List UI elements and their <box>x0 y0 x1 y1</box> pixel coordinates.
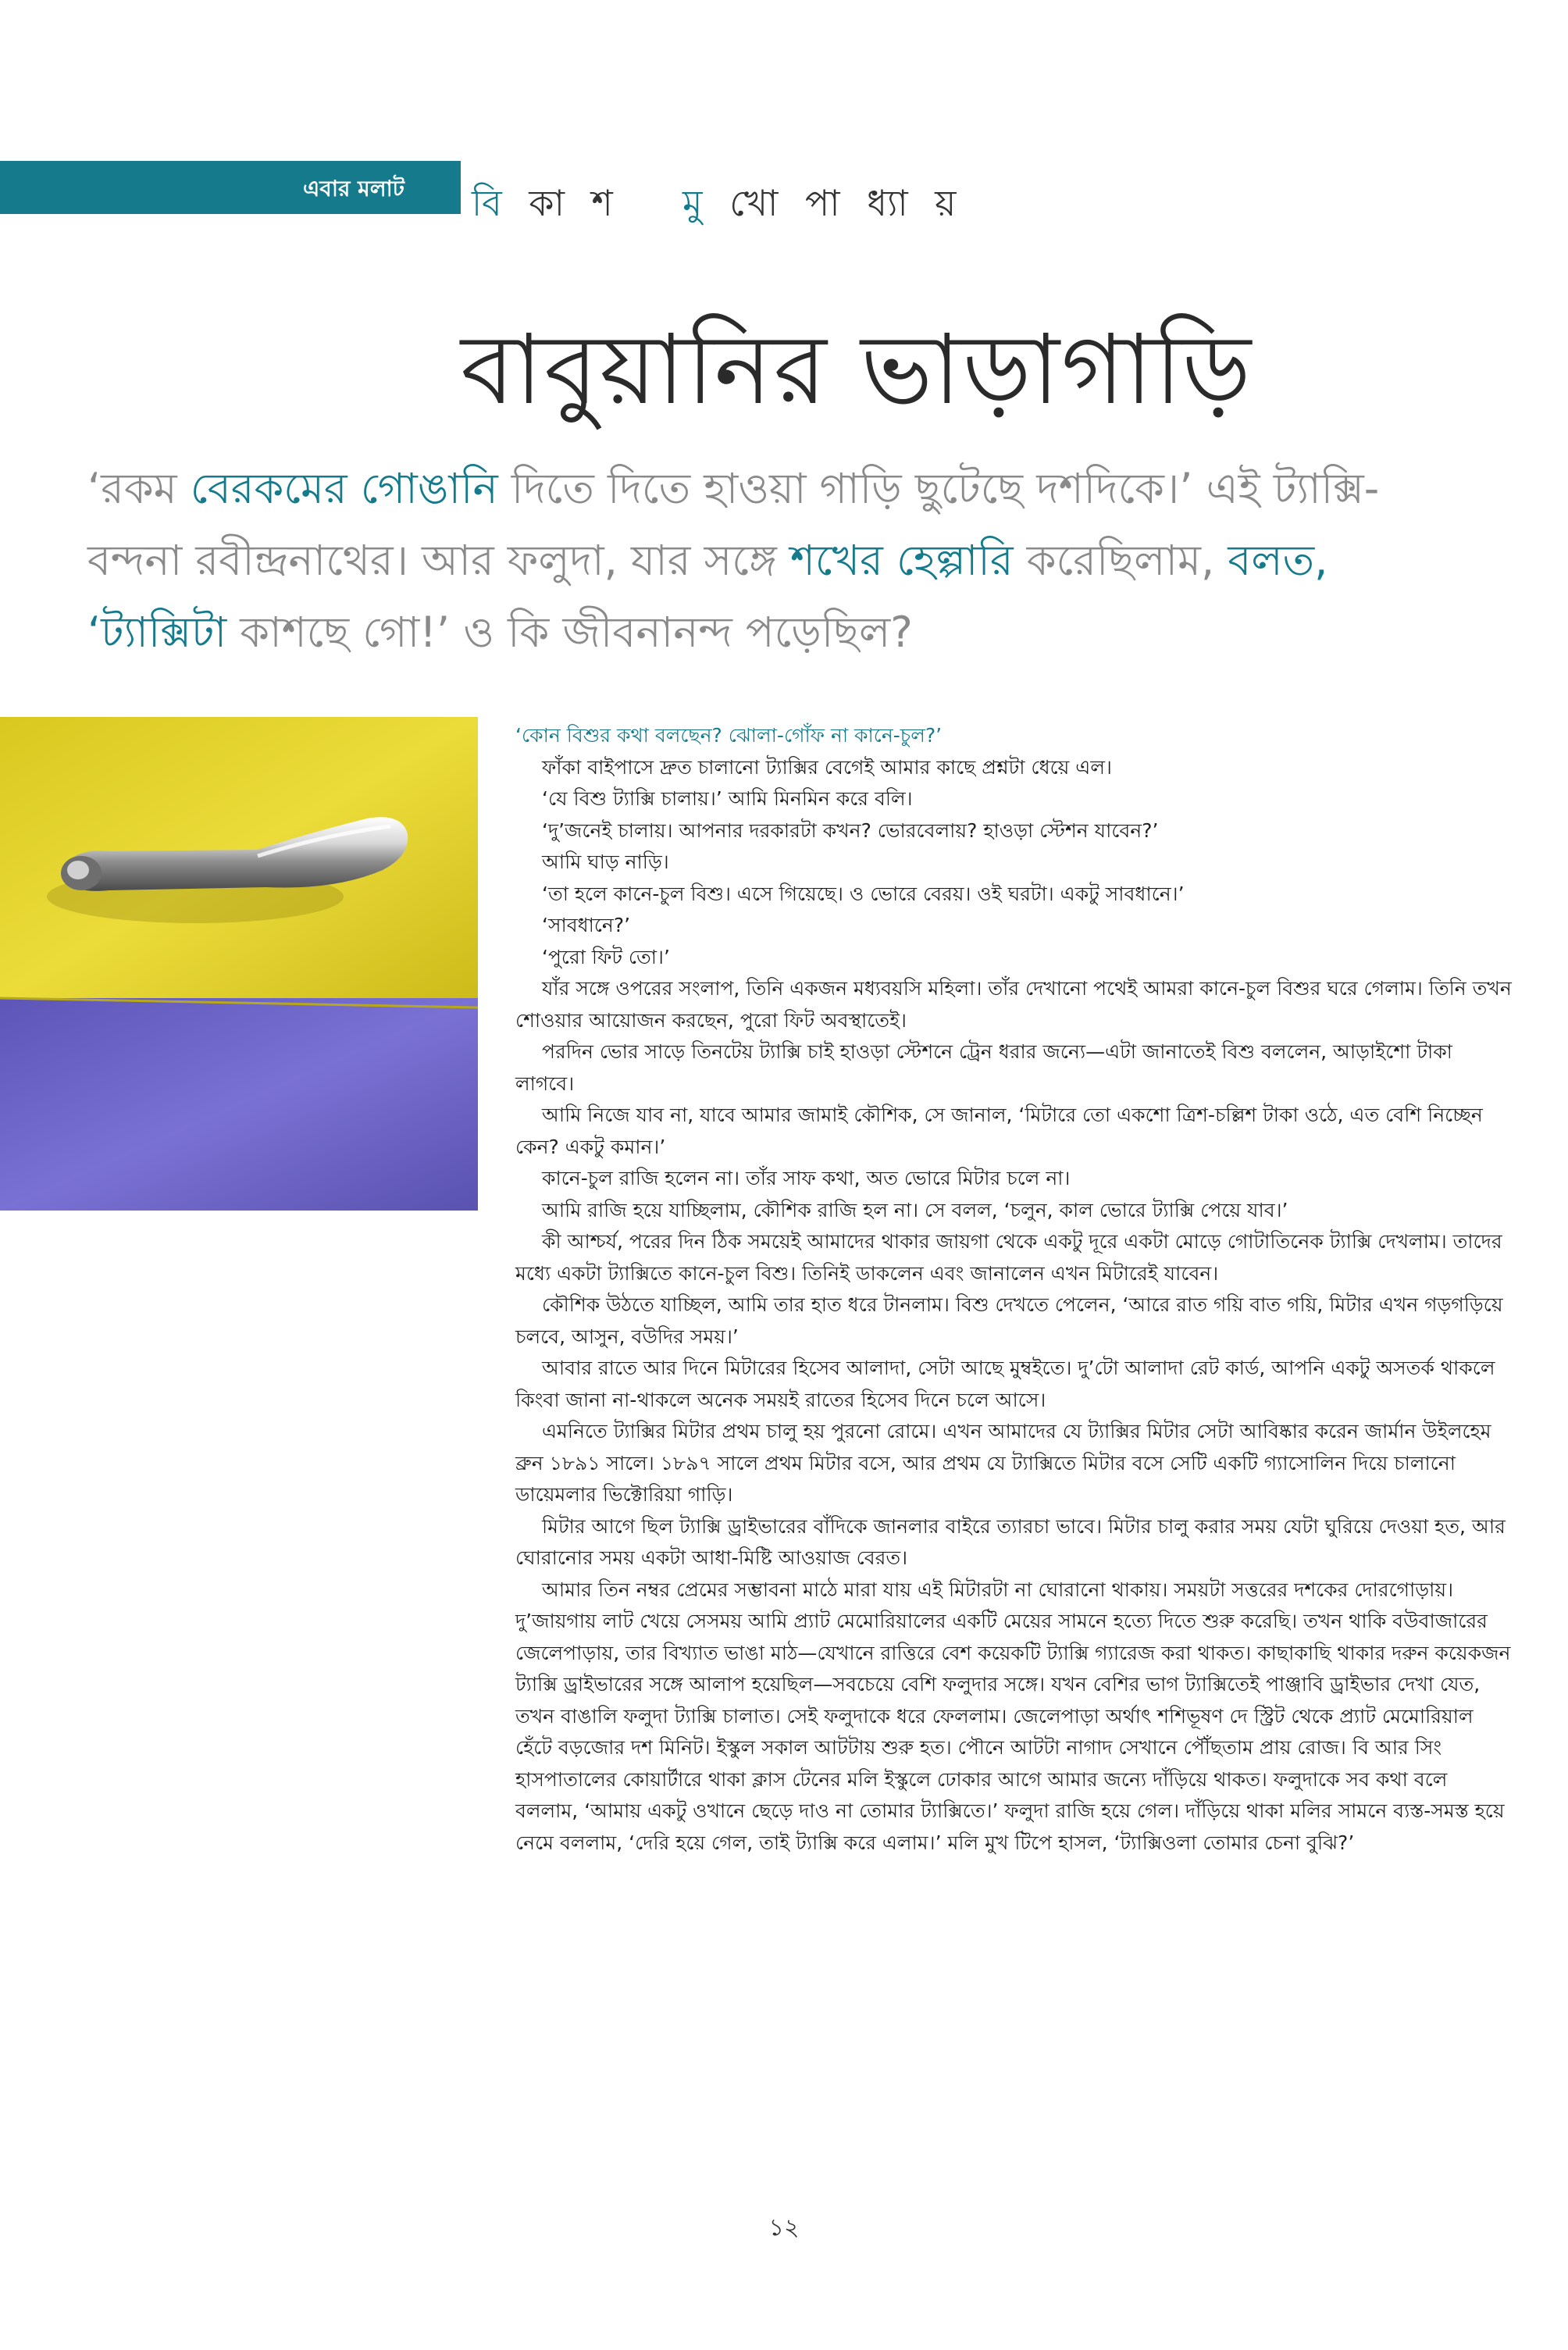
lede-text-1: ‘রকম <box>87 464 191 513</box>
body-paragraph: আমি নিজে যাব না, যাবে আমার জামাই কৌশিক, সে জানাল, ‘মিটারে তো একশো ত্রিশ-চল্লিশ টাকা ওঠে, এত বেশি নিচ্ছেন কেন? একটু কমান।’ <box>515 1104 1483 1158</box>
author-last-rest: খো পা ধ্যা য় <box>729 182 964 224</box>
body-paragraph: ‘তা হলে কানে-চুল বিশু। এসে গিয়েছে। ও ভোরে বেরয়। ওই ঘরটা। একটু সাবধানে।’ <box>542 882 1185 905</box>
article-title: বাবুয়ানির ভাড়াগাড়ি <box>461 314 1253 426</box>
article-lede <box>87 453 1462 669</box>
body-paragraph: মিটার আগে ছিল ট্যাক্সি ড্রাইভারের বাঁদিকে জানলার বাইরে ত্যারচা ভাবে। মিটার চালু করার সময় যেটা ঘুরিয়ে দেওয়া হত, আর ঘোরানোর সময় একটা আধা-মিষ্টি আওয়াজ বেরত। <box>515 1514 1506 1569</box>
body-paragraph: আবার রাতে আর দিনে মিটারের হিসেব আলাদা, সেটা আছে মুম্বইতে। দু’টো আলাদা রেট কার্ড, আপনি একটু অসতর্ক থাকলে কিংবা জানা না-থাকলে অনেক সময়ই রাতের হিসেব দিনে চলে আসে। <box>515 1357 1495 1411</box>
lede-text-2: দিতে দিতে হাওয়া গাড়ি ছুটেছে দশদিকে।’ এই ট্যাক্সি-বন্দনা রবীন্দ্রনাথের। আর ফলুদা, যার সঙ্গে <box>87 464 1380 585</box>
author-initial-last: মু <box>682 182 711 224</box>
body-paragraph: ‘সাবধানে?’ <box>542 914 631 936</box>
body-paragraph: ‘কোন বিশুর কথা বলছেন? ঝোলা-গোঁফ না কানে-চুল?’ <box>515 724 943 747</box>
taxi-door-handle-photo <box>0 717 478 1211</box>
author-initial-first: বি <box>472 182 510 224</box>
door-handle-illustration <box>0 717 478 1211</box>
body-paragraph: ‘দু’জনেই চালায়। আপনার দরকারটা কখন? ভোরবেলায়? হাওড়া স্টেশন যাবেন?’ <box>542 818 1159 842</box>
body-paragraph: এমনিতে ট্যাক্সির মিটার প্রথম চালু হয় পুরনো রোমে। এখন আমাদের যে ট্যাক্সির মিটার সেটা আবিষ্কার করেন জার্মান উইলহেম ব্রুন ১৮৯১ সালে। ১৮৯৭ সালে প্রথম মিটার বসে, আর প্রথম যে ট্যাক্সিতে মিটার বসে সেটি একটি গ্যাসোলিন দিয়ে চালানো ডায়েমলার ভিক্টোরিয়া গাড়ি। <box>515 1420 1491 1506</box>
article-body <box>515 720 1515 1859</box>
body-paragraph: ‘পুরো ফিট তো।’ <box>542 945 670 968</box>
body-paragraph: যাঁর সঙ্গে ওপরের সংলাপ, তিনি একজন মধ্যবয়সি মহিলা। তাঁর দেখানো পথেই আমরা কানে-চুল বিশুর ঘরে গেলাম। তিনি তখন শোওয়ার আয়োজন করছেন, পুরো ফিট অবস্থাতেই। <box>515 977 1512 1032</box>
section-label: এবার মলাট <box>303 176 404 201</box>
body-paragraph: কানে-চুল রাজি হলেন না। তাঁর সাফ কথা, অত ভোরে মিটার চলে না। <box>542 1167 1071 1189</box>
lede-highlight-3: বলত, ‘ট্যাক্সিটা <box>87 536 1328 657</box>
body-paragraph: ফাঁকা বাইপাসে দ্রুত চালানো ট্যাক্সির বেগেই আমার কাছে প্রশ্নটা ধেয়ে এল। <box>542 755 1112 779</box>
body-paragraph: পরদিন ভোর সাড়ে তিনটেয় ট্যাক্সি চাই হাওড়া স্টেশনে ট্রেন ধরার জন্যে—এটা জানাতেই বিশু বললেন, আড়াইশো টাকা লাগবে। <box>515 1040 1452 1095</box>
body-paragraph: আমি ঘাড় নাড়ি। <box>542 850 669 873</box>
body-paragraph: কৌশিক উঠতে যাচ্ছিল, আমি তার হাত ধরে টানলাম। বিশু দেখতে পেলেন, ‘আরে রাত গয়ি বাত গয়ি, মিটার এখন গড়গড়িয়ে চলবে, আসুন, বউদির সময়।’ <box>515 1293 1503 1348</box>
body-paragraph: ‘যে বিশু ট্যাক্সি চালায়।’ আমি মিনমিন করে বলি। <box>542 787 913 810</box>
lede-text-3: করেছিলাম, <box>1013 536 1228 585</box>
page-number: ১২ <box>768 2214 800 2241</box>
body-paragraph: আমি রাজি হয়ে যাচ্ছিলাম, কৌশিক রাজি হল না। সে বলল, ‘চলুন, কাল ভোরে ট্যাক্সি পেয়ে যাব।’ <box>542 1198 1288 1221</box>
lede-text-4: কাশছে গো!’ ও কি জীবনানন্দ পড়েছিল? <box>226 608 913 657</box>
author-name <box>472 177 964 236</box>
author-first-rest: কা শ <box>529 182 621 224</box>
body-paragraph: আমার তিন নম্বর প্রেমের সম্ভাবনা মাঠে মারা যায় এই মিটারটা না ঘোরানো থাকায়। সময়টা সত্তরের দশকের দোরগোড়ায়। দু’জায়গায় লাট খেয়ে সেসময় আমি প্র্যাট মেমোরিয়ালের একটি মেয়ের সামনে হত্যে দিতে শুরু করেছি। তখন থাকি বউবাজারের জেলেপাড়ায়, তার বিখ্যাত ভাঙা মাঠ—যেখানে রাত্তিরে বেশ কয়েকটি ট্যাক্সি গ্যারেজ করা থাকত। কাছাকাছি থাকার দরুন কয়েকজন ট্যাক্সি ড্রাইভারের সঙ্গে আলাপ হয়েছিল—সবচেয়ে বেশি ফলুদার সঙ্গে। যখন বেশির ভাগ ট্যাক্সিতেই পাঞ্জাবি ড্রাইভার দেখা যেত, তখন বাঙালি ফলুদা ট্যাক্সি চালাত। সেই ফলুদাকে ধরে ফেললাম। জেলেপাড়া অর্থাৎ শশিভূষণ দে স্ট্রিট থেকে প্র্যাট মেমোরিয়াল হেঁটে বড়জোর দশ মিনিট। ইস্কুল সকাল আটটায় শুরু হত। পৌনে আটটা নাগাদ সেখানে পৌঁছতাম প্রায় রোজ। বি আর সিং হাসপাতালের কোয়ার্টারে থাকা ক্লাস টেনের মলি ইস্কুলে ঢোকার আগে আমার জন্যে দাঁড়িয়ে থাকত। ফলুদাকে সব কথা বলে বললাম, ‘আমায় একটু ওখানে ছেড়ে দাও না তোমার ট্যাক্সিতে।’ ফলুদা রাজি হয়ে গেল। দাঁড়িয়ে থাকা মলির সামনে ব্যস্ত-সমস্ত হয়ে নেমে বললাম, ‘দেরি হয়ে গেল, তাই ট্যাক্সি করে এলাম।’ মলি মুখ টিপে হাসল, ‘ট্যাক্সিওলা তোমার চেনা বুঝি?’ <box>515 1578 1511 1854</box>
lede-highlight-2: শখের হেল্পারি <box>789 536 1014 585</box>
lede-highlight-1: বেরকমের গোঙানি <box>190 464 498 513</box>
body-paragraph: কী আশ্চর্য, পরের দিন ঠিক সময়েই আমাদের থাকার জায়গা থেকে একটু দূরে একটা মোড়ে গোটাতিনেক ট্যাক্সি দেখলাম। তাদের মধ্যে একটা ট্যাক্সিতে কানে-চুল বিশু। তিনিই ডাকলেন এবং জানালেন এখন মিটারেই যাবেন। <box>515 1230 1502 1285</box>
